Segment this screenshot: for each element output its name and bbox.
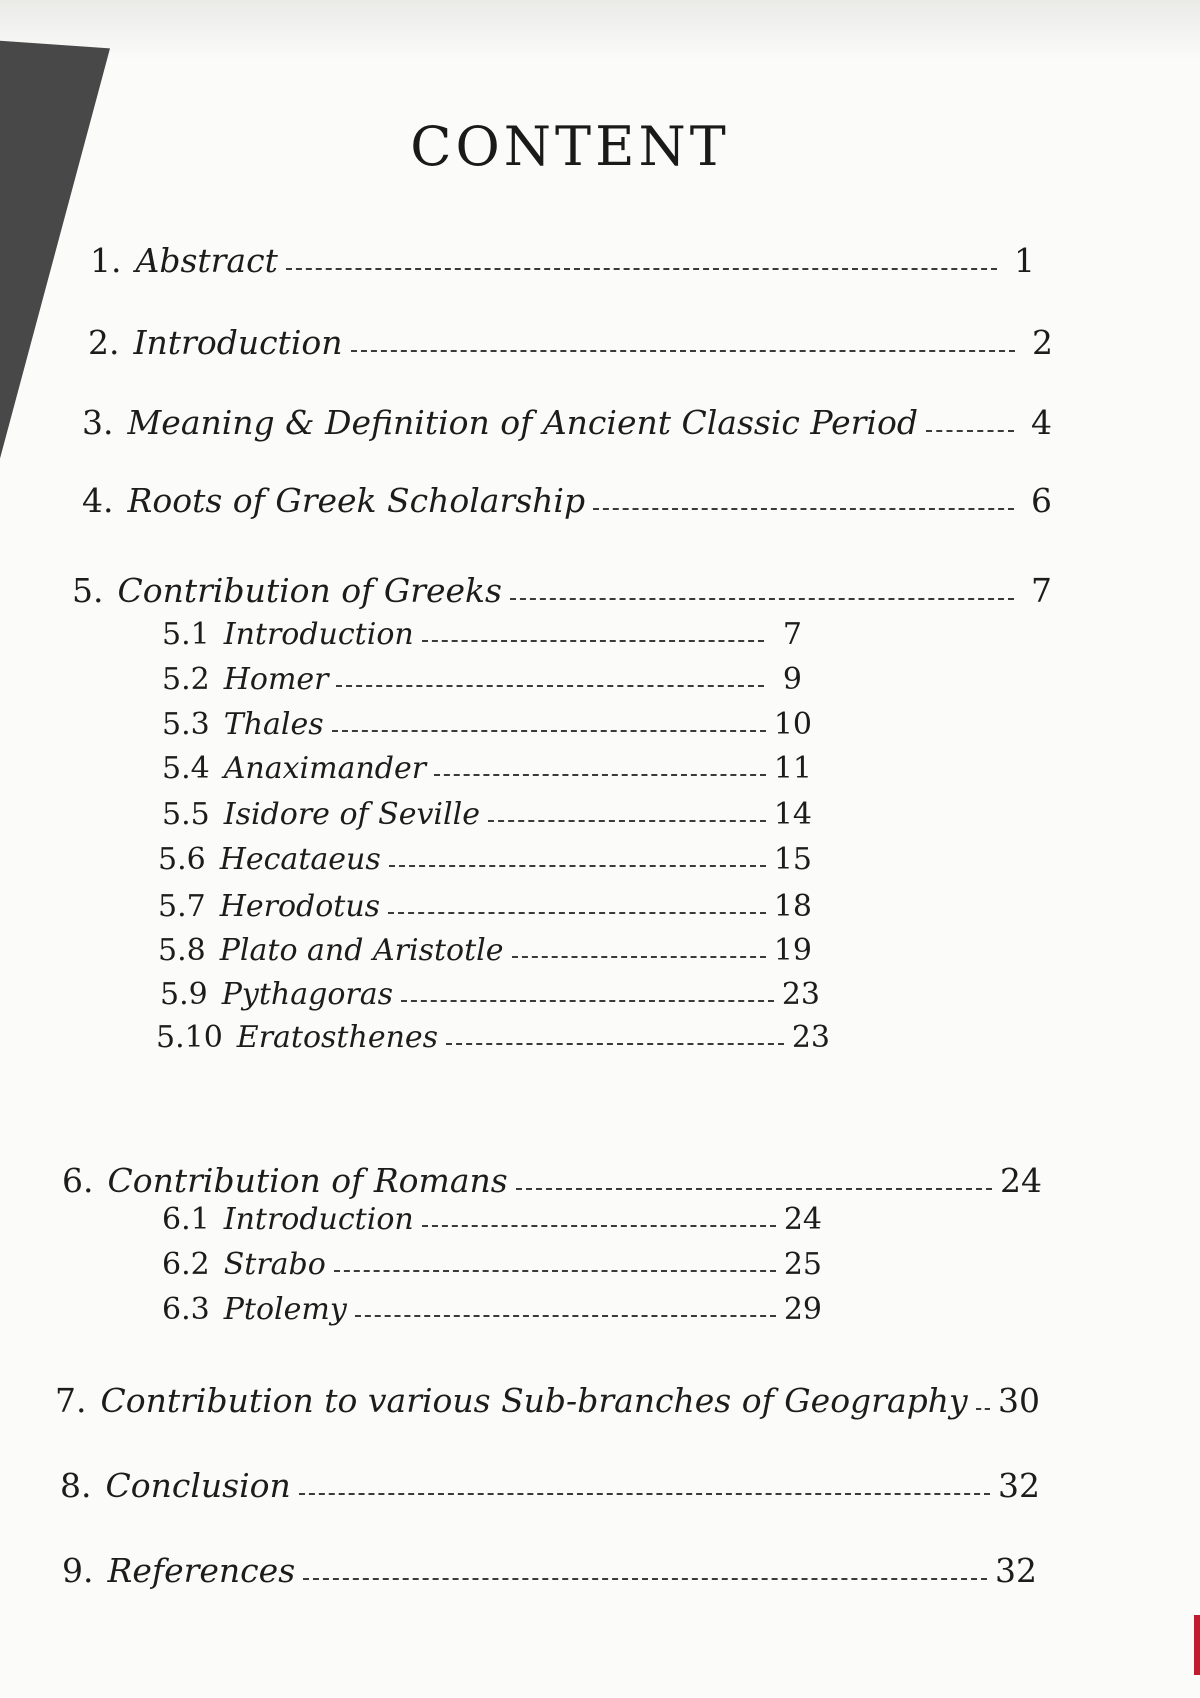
- entry-page: 11: [773, 751, 812, 786]
- entry-label: Meaning & Definition of Ancient Classic Period: [127, 403, 918, 442]
- entry-label: Hecataeus: [219, 842, 381, 877]
- toc-subentry: [156, 1013, 830, 1055]
- entry-label: Homer: [223, 662, 329, 697]
- entry-page: 19: [773, 933, 812, 968]
- entry-number: 7.: [55, 1381, 87, 1420]
- dotted-leader: [516, 1188, 992, 1190]
- edge-mark: [1194, 1615, 1200, 1675]
- entry-page: 30: [998, 1381, 1040, 1420]
- dotted-leader: [303, 1578, 987, 1580]
- page-shadow: [0, 0, 1200, 60]
- toc-subentry: [162, 700, 812, 742]
- entry-label: References: [107, 1551, 296, 1590]
- entry-number: 9.: [62, 1551, 94, 1590]
- entry-label: Introduction: [223, 1202, 414, 1237]
- toc-entry-roots-greek: [82, 470, 1052, 520]
- entry-number: 6.: [62, 1161, 94, 1200]
- dotted-leader: [401, 1000, 774, 1002]
- entry-label: Introduction: [223, 617, 414, 652]
- entry-label: Contribution of Greeks: [117, 571, 502, 610]
- entry-number: 1.: [90, 241, 122, 280]
- entry-page: 24: [783, 1202, 822, 1237]
- entry-page: 23: [781, 977, 820, 1012]
- toc-entry-conclusion: [60, 1455, 1040, 1505]
- entry-label: Thales: [223, 707, 324, 742]
- toc-entry-meaning-definition: [82, 392, 1052, 442]
- entry-label: Introduction: [133, 323, 343, 362]
- entry-number: 5.1: [162, 617, 210, 652]
- toc-entry-contribution-romans: [62, 1150, 1042, 1200]
- toc-subentry: [158, 882, 812, 924]
- entry-number: 6.1: [162, 1202, 210, 1237]
- entry-label: Roots of Greek Scholarship: [127, 481, 586, 520]
- entry-page: 4: [1031, 403, 1052, 442]
- entry-label: Strabo: [223, 1247, 326, 1282]
- toc-entry-contribution-greeks: [72, 560, 1052, 610]
- dotted-leader: [422, 1225, 776, 1227]
- entry-page: 32: [998, 1466, 1040, 1505]
- entry-number: 3.: [82, 403, 114, 442]
- entry-page: 10: [773, 707, 812, 742]
- entry-label: Plato and Aristotle: [219, 933, 504, 968]
- toc-entry-sub-branches: [55, 1370, 1040, 1420]
- entry-page: 25: [783, 1247, 822, 1282]
- entry-page: 6: [1031, 481, 1052, 520]
- entry-number: 6.2: [162, 1247, 210, 1282]
- entry-label: Contribution of Romans: [107, 1161, 508, 1200]
- entry-page: 1: [1014, 241, 1035, 280]
- entry-page: 9: [782, 662, 802, 697]
- dotted-leader: [334, 1270, 776, 1272]
- entry-label: Pythagoras: [221, 977, 394, 1012]
- dotted-leader: [512, 956, 766, 958]
- entry-label: Abstract: [135, 241, 278, 280]
- toc-subentry: [158, 835, 812, 877]
- entry-label: Conclusion: [105, 1466, 291, 1505]
- entry-label: Anaximander: [223, 751, 427, 786]
- entry-number: 5.10: [156, 1020, 223, 1055]
- entry-page: 7: [782, 617, 802, 652]
- dotted-leader: [510, 598, 1014, 600]
- toc-entry-abstract: [90, 230, 1035, 280]
- entry-label: Herodotus: [219, 889, 381, 924]
- entry-number: 5.9: [160, 977, 208, 1012]
- dotted-leader: [388, 912, 766, 914]
- dotted-leader: [389, 865, 766, 867]
- entry-number: 4.: [82, 481, 114, 520]
- toc-subentry: [162, 610, 802, 652]
- entry-page: 29: [783, 1292, 822, 1327]
- entry-number: 5.8: [158, 933, 206, 968]
- dotted-leader: [926, 430, 1014, 432]
- entry-page: 14: [773, 797, 812, 832]
- entry-label: Contribution to various Sub-branches of Geography: [100, 1381, 968, 1420]
- entry-page: 24: [1000, 1161, 1042, 1200]
- entry-number: 6.3: [162, 1292, 210, 1327]
- page-title: CONTENT: [410, 115, 730, 178]
- toc-entry-introduction: [88, 312, 1053, 362]
- entry-page: 7: [1031, 571, 1052, 610]
- entry-number: 5.5: [162, 797, 210, 832]
- toc-subentry: [162, 655, 802, 697]
- entry-label: Isidore of Seville: [223, 797, 480, 832]
- dotted-leader: [488, 820, 766, 822]
- dotted-leader: [355, 1315, 776, 1317]
- entry-number: 5.: [72, 571, 104, 610]
- entry-number: 5.7: [158, 889, 206, 924]
- dotted-leader: [593, 508, 1014, 510]
- dotted-leader: [332, 730, 766, 732]
- entry-number: 5.3: [162, 707, 210, 742]
- toc-entry-references: [62, 1540, 1037, 1590]
- entry-number: 2.: [88, 323, 120, 362]
- dotted-leader: [351, 350, 1016, 352]
- toc-subentry: [160, 970, 820, 1012]
- toc-subentry: [162, 790, 812, 832]
- entry-label: Ptolemy: [223, 1292, 347, 1327]
- dotted-leader: [286, 268, 997, 270]
- entry-page: 23: [791, 1020, 830, 1055]
- toc-subentry: [162, 744, 812, 786]
- entry-number: 8.: [60, 1466, 92, 1505]
- dotted-leader: [434, 774, 766, 776]
- dotted-leader: [299, 1493, 990, 1495]
- dotted-leader: [446, 1043, 784, 1045]
- entry-label: Eratosthenes: [236, 1020, 439, 1055]
- toc-subentry: [158, 926, 812, 968]
- toc-subentry: [162, 1240, 822, 1282]
- toc-subentry: [162, 1285, 822, 1327]
- entry-number: 5.2: [162, 662, 210, 697]
- entry-page: 2: [1032, 323, 1053, 362]
- dotted-leader: [976, 1408, 990, 1410]
- entry-page: 18: [773, 889, 812, 924]
- dotted-leader: [336, 685, 764, 687]
- entry-page: 32: [995, 1551, 1037, 1590]
- entry-page: 15: [773, 842, 812, 877]
- toc-subentry: [162, 1195, 822, 1237]
- dotted-leader: [422, 640, 764, 642]
- entry-number: 5.6: [158, 842, 206, 877]
- entry-number: 5.4: [162, 751, 210, 786]
